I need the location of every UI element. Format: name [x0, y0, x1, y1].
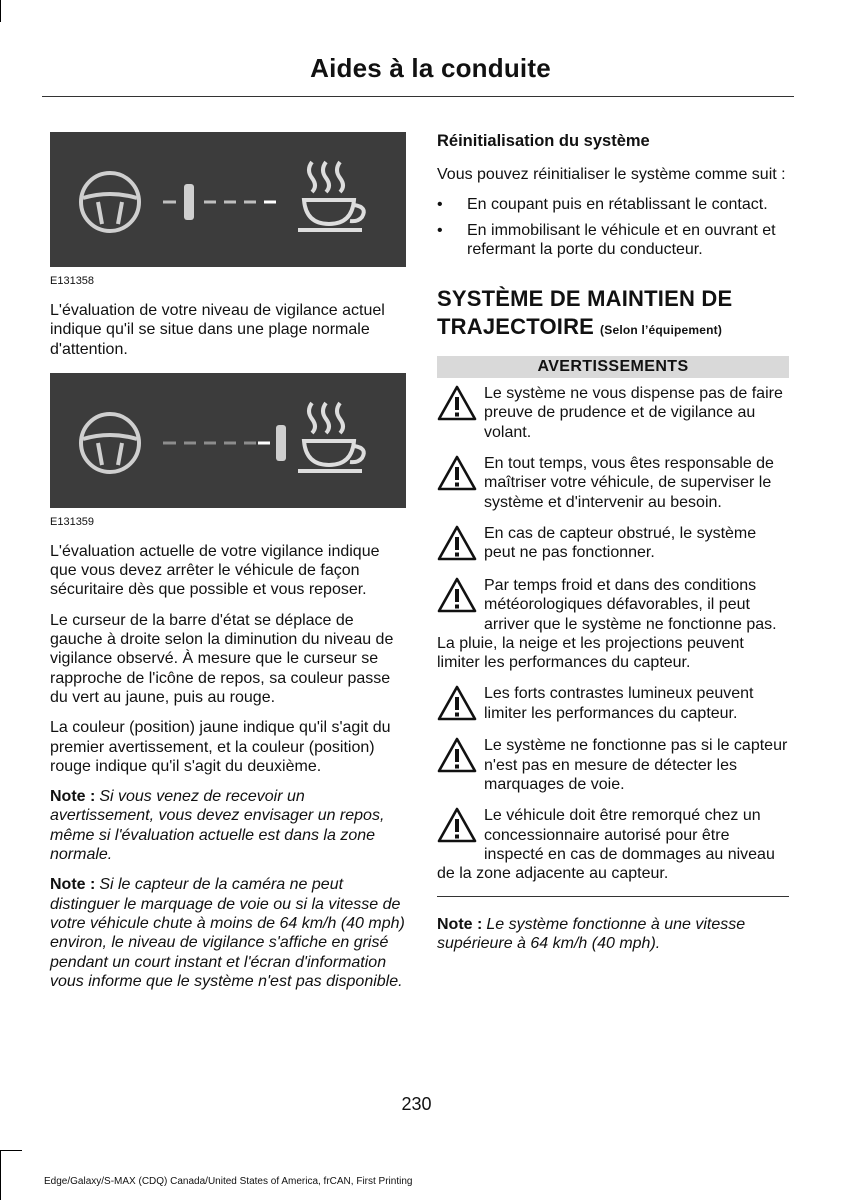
- left-column: [50, 132, 406, 1002]
- warning-item: En cas de capteur obstrué, le système peut ne pas fonctionner.: [437, 524, 789, 564]
- paragraph: Vous pouvez réinitialiser le système comme suit :: [437, 166, 786, 183]
- note: [50, 787, 406, 864]
- vigilance-figure-rest: [50, 373, 406, 508]
- warning-triangle-icon: [437, 684, 477, 724]
- coffee-cup-icon: [298, 162, 364, 230]
- warnings-divider: [437, 896, 789, 897]
- section-title: SYSTÈME DE MAINTIEN DE TRAJECTOIRE (Selon l’équipement): [437, 286, 733, 340]
- note-label: Note :: [50, 788, 96, 806]
- crop-mark: [0, 1150, 22, 1151]
- reset-list: [437, 195, 789, 259]
- paragraph: Le curseur de la barre d'état se déplace de gauche à droite selon la diminution du niveau de vigilance observé. À mesure que le curseur se rapproche de l'icône de repos, sa couleur passe du vert au jaune, puis au rouge.: [50, 611, 394, 706]
- crop-mark: [0, 1150, 1, 1200]
- warning-triangle-icon: [437, 806, 477, 846]
- paragraph: L'évaluation actuelle de votre vigilance indique que vous devez arrêter le véhicule de façon sécuritaire dès que possible et vous reposer.: [50, 542, 380, 599]
- warning-item: Les forts contrastes lumineux peuvent limiter les performances du capteur.: [437, 684, 789, 724]
- page-number: 230: [401, 1094, 432, 1114]
- right-column: [437, 132, 789, 964]
- note: [437, 915, 789, 954]
- note: [50, 875, 406, 991]
- status-cursor: [276, 425, 286, 461]
- note-text: Si le capteur de la caméra ne peut distinguer le marquage de voie ou si la vitesse de votre véhicule chute à moins de 64 km/h (40 mph) environ, le niveau de vigilance s'affiche en grisé pendant un court instant et l'écran d'information vous informe que le système n'est pas disponible.: [50, 876, 405, 990]
- warning-item: Le système ne vous dispense pas de faire preuve de prudence et de vigilance au volant.: [437, 384, 789, 442]
- warning-triangle-icon: [437, 524, 477, 564]
- bullet: •: [437, 196, 443, 214]
- warning-triangle-icon: [437, 576, 477, 616]
- page-title: Aides à la conduite: [310, 53, 551, 83]
- note-label: Note :: [437, 915, 483, 933]
- warning-triangle-icon: [437, 736, 477, 776]
- warning-triangle-icon: [437, 454, 477, 494]
- warning-item: En tout temps, vous êtes responsable de maîtriser votre véhicule, de superviser le système et d'intervenir au besoin.: [437, 454, 789, 512]
- figure-label: E131359: [50, 515, 95, 528]
- warnings-header: AVERTISSEMENTS: [437, 356, 789, 378]
- warnings-list: [437, 384, 789, 883]
- warning-item: Par temps froid et dans des conditions météorologiques défavorables, il peut arriver que le système ne fonctionne pas. La pluie, la neige et les projections peuvent limiter les performances du capteur.: [437, 576, 777, 672]
- steering-wheel-icon: [81, 414, 139, 472]
- warning-triangle-icon: [437, 384, 477, 424]
- note-text: Le système fonctionne à une vitesse supérieure à 64 km/h (40 mph).: [437, 915, 746, 952]
- paragraph: La couleur (position) jaune indique qu'il s'agit du premier avertissement, et la couleur (position) rouge indique qu'il s'agit du deuxième.: [50, 719, 391, 775]
- warning-item: Le système ne fonctionne pas si le capteur n'est pas en mesure de détecter les marquages de voie.: [437, 736, 789, 794]
- crop-mark: [0, 0, 1, 22]
- steering-wheel-icon: [81, 173, 139, 231]
- list-item: • En immobilisant le véhicule et en ouvrant et refermant la porte du conducteur.: [437, 221, 776, 258]
- footer-text: Edge/Galaxy/S-MAX (CDQ) Canada/United States of America, frCAN, First Printing: [44, 1176, 413, 1187]
- equipment-note: (Selon l’équipement): [600, 323, 723, 338]
- figure-label: E131358: [50, 275, 95, 287]
- warning-item: Le véhicule doit être remorqué chez un concessionnaire autorisé pour être inspecté en cas de dommages au niveau de la zone adjacente au capteur.: [437, 807, 775, 883]
- subsection-heading: Réinitialisation du système: [437, 132, 650, 150]
- bullet: •: [437, 221, 443, 239]
- note-text: Si vous venez de recevoir un avertissement, vous devez envisager un repos, même si l'évaluation actuelle est dans la zone normale.: [50, 788, 385, 864]
- vigilance-figure-normal: [50, 132, 406, 267]
- paragraph: L'évaluation de votre niveau de vigilance actuel indique qu'il se situe dans une plage normale d'attention.: [50, 302, 385, 358]
- header-divider: [42, 96, 794, 97]
- note-label: Note :: [50, 876, 96, 894]
- status-cursor: [184, 184, 194, 220]
- list-item: • En coupant puis en rétablissant le contact.: [437, 196, 768, 214]
- coffee-cup-icon: [298, 403, 364, 471]
